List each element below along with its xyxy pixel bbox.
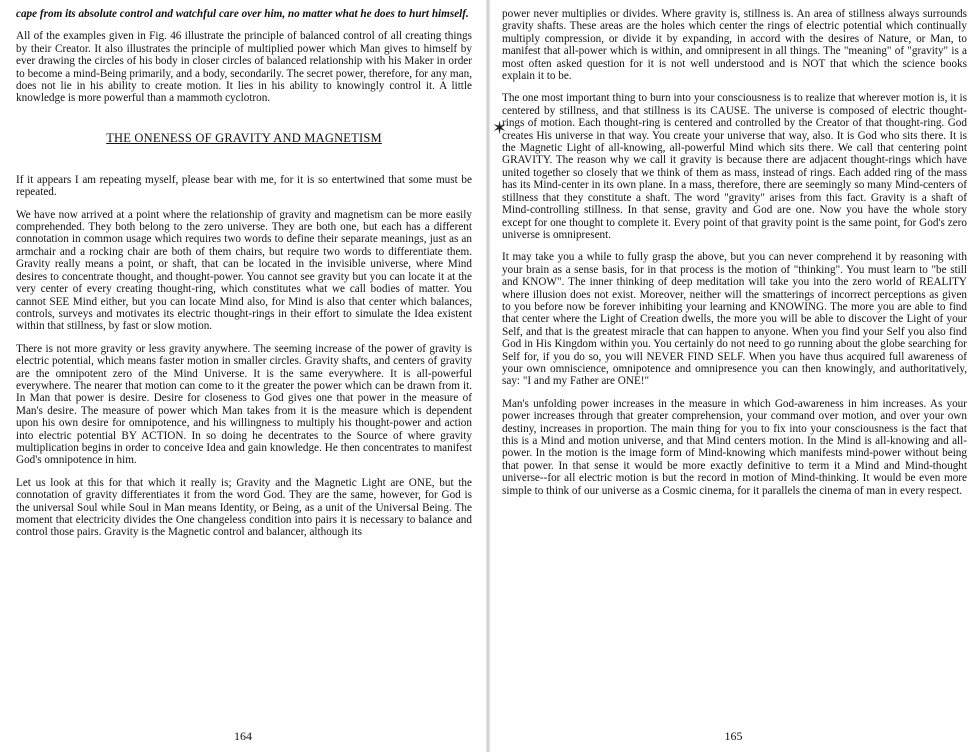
right-page <box>490 0 977 752</box>
right-paragraph-0: power never multiplies or divides. Where gravity is, stillness is. An area of stillness always surrounds gravity shafts. These areas are the holes which center the rings of electric potential which continually multiply compression, or divide it by expanding, in accord with the desires of Nature, or Man, to manifest that all-power which is within, and omnipresent in all things. The "meaning" of "gravity" is a most often asked question for it is not well understood and is NOT that which the science books explain it to be. <box>502 8 967 83</box>
right-paragraph-2: It may take you a while to fully grasp the above, but you can never comprehend it by reasoning with your brain as a sense basis, for in that process is the motion of "thinking". You must learn to "be still and KNOW". The inner thinking of deep meditation will take you into the zero world of REALITY where illusion does not exist. Moreover, neither will the smatterings of incorrect perceptions as given to you before now be forever inhibiting your learning and KNOWING. The more you are able to find that center where the Light of Creation dwells, the more you will be able to discover the Light of your Self, and that is the greatest miracle that can happen to anyone. When you find your Self you also find God in His Kingdom within you. You certainly do not need to go running about the globe searching for Self for, if you do so, you will NEVER FIND SELF. When you have thus acquired full awareness of your own omniscience, omnipotence and omnipresence you can then knowingly, and authoritatively, say: "I and my Father are ONE!" <box>502 251 967 388</box>
section-heading: THE ONENESS OF GRAVITY AND MAGNETISM <box>106 130 382 145</box>
left-paragraph-2: If it appears I am repeating myself, please bear with me, for it is so entertwined that some must be repeated. <box>16 173 472 199</box>
right-paragraph-3: Man's unfolding power increases in the measure in which God-awareness in him increases. As your power increases through that greater comprehension, your command over motion, and over your own destiny, increases in proportion. The main thing for you to fix into your consciousness is the fact that this is a Mind and motion universe, and that Mind centers motion. In the Mind is all-knowing and all-power. In the motion is the image form of Mind-knowing which manifests mind-power without being that power. In that sense it would be more exactly definitive to term it a Mind and Mind-thought universe--for all electric motion is but the record in motion of Mind-thinking. It would be even more simple to think of our universe as a Cosmic cinema, for it parallels the cinema of man in every respect. <box>502 397 967 497</box>
handwritten-star-mark-icon: ✶ <box>492 118 508 138</box>
left-page <box>0 0 486 752</box>
left-paragraph-4: There is not more gravity or less gravity anywhere. The seeming increase of the power of gravity is electric potential, which means faster motion in smaller circles. Gravity shafts, and centers of gravity are the omnipotent zero of the Mind Universe. It is the same everywhere. It is all-powerful everywhere. The nearer that motion can come to it the greater the power which can be drawn from it. In Man that power is desire. Desire for closeness to God gives one that power in the measure of Man's desire. The measure of power which Man takes from it is the measure which is dependent upon his own desire for omnipotence, and his willingness to multiply his thought-power and action into electric potential BY ACTION. In so doing he decentrates to the Source of where gravity multiplication begins in order to conceive Idea and gain knowledge. He then concentrates to manifest God's omnipotence in him. <box>16 342 472 467</box>
left-paragraph-0: cape from its absolute control and watchful care over him, no matter what he does to hurt himself. <box>16 8 469 20</box>
right-page-number: 165 <box>724 729 743 743</box>
left-paragraph-1: All of the examples given in Fig. 46 illustrate the principle of balanced control of all creating things by their Creator. It also illustrates the principle of multiplied power which Man gives to himself by ever drawing the circles of his body in closer circles of balanced relationship with his Maker in order to become a mind-Being primarily, and a body, secondarily. The secret power, therefore, for any man, does not lie in his ability to create motion. It lies in his ability to knowingly control it. A little knowledge is more powerful than a mammoth cyclotron. <box>16 30 472 105</box>
left-paragraph-3: We have now arrived at a point where the relationship of gravity and magnetism can be more easily comprehended. They both belong to the zero universe. They are both one, but each has a different connotation in common usage which requires two words to define their separate meanings, just as an armchair and a rocking chair are both of them chairs, but require two words to differentiate them. Gravity really means a point, or shaft, that can be located in the invisible universe, where Mind desires to concentrate thought, and thought-power. You cannot see gravity but you can locate it at the very center of every creating thought-ring, which constitutes what we call bodies of matter. You cannot SEE Mind either, but you can locate Mind also, for Mind is also that center which balances, controls, surveys and motivates its electric thought-rings in their effort to simulate the Idea existent within that stillness, by fast or slow motion. <box>16 208 472 333</box>
left-paragraph-5: Let us look at this for that which it really is; Gravity and the Magnetic Light are ONE, but the connotation of gravity differentiates it from the word God. They are the same, however, for God is the universal Soul while Soul in Man means Identity, or Being, as a unit of the Universal Being. The moment that electricity divides the One changeless condition into pairs it is necessary to balance and control those pairs. Gravity is the Magnetic control and balancer, although its <box>16 476 472 539</box>
left-page-number: 164 <box>234 729 252 743</box>
right-paragraph-1: The one most important thing to burn into your consciousness is to realize that wherever motion is, it is centered by stillness, and that stillness is its CAUSE. The universe is composed of electric thought-rings of motion. Each thought-ring is centered and controlled by the Creator of that thought-ring. God creates His universe in that way. You create your universe that way, also. It is God who sits there. It is the Magnetic Light of all-knowing, all-powerful Mind which sits there. We call that centering point GRAVITY. The reason why we call it gravity is because there are adjacent thought-rings which have united together so closely that we think of them as mass, instead of rings. Each added ring of the mass has its Mind-center in its own plane. In a mass, therefore, there are seemingly so many Mind-centers of stillness that they constitute a shaft. The word "gravity" arises from this fact. Gravity is a shaft of Mind-controlling stillness. In that sense, gravity and God are one. Now you have the whole story except for one thought to complete it. Every point of that gravity point is the same point, for God's zero universe is omnipresent. <box>502 92 967 241</box>
